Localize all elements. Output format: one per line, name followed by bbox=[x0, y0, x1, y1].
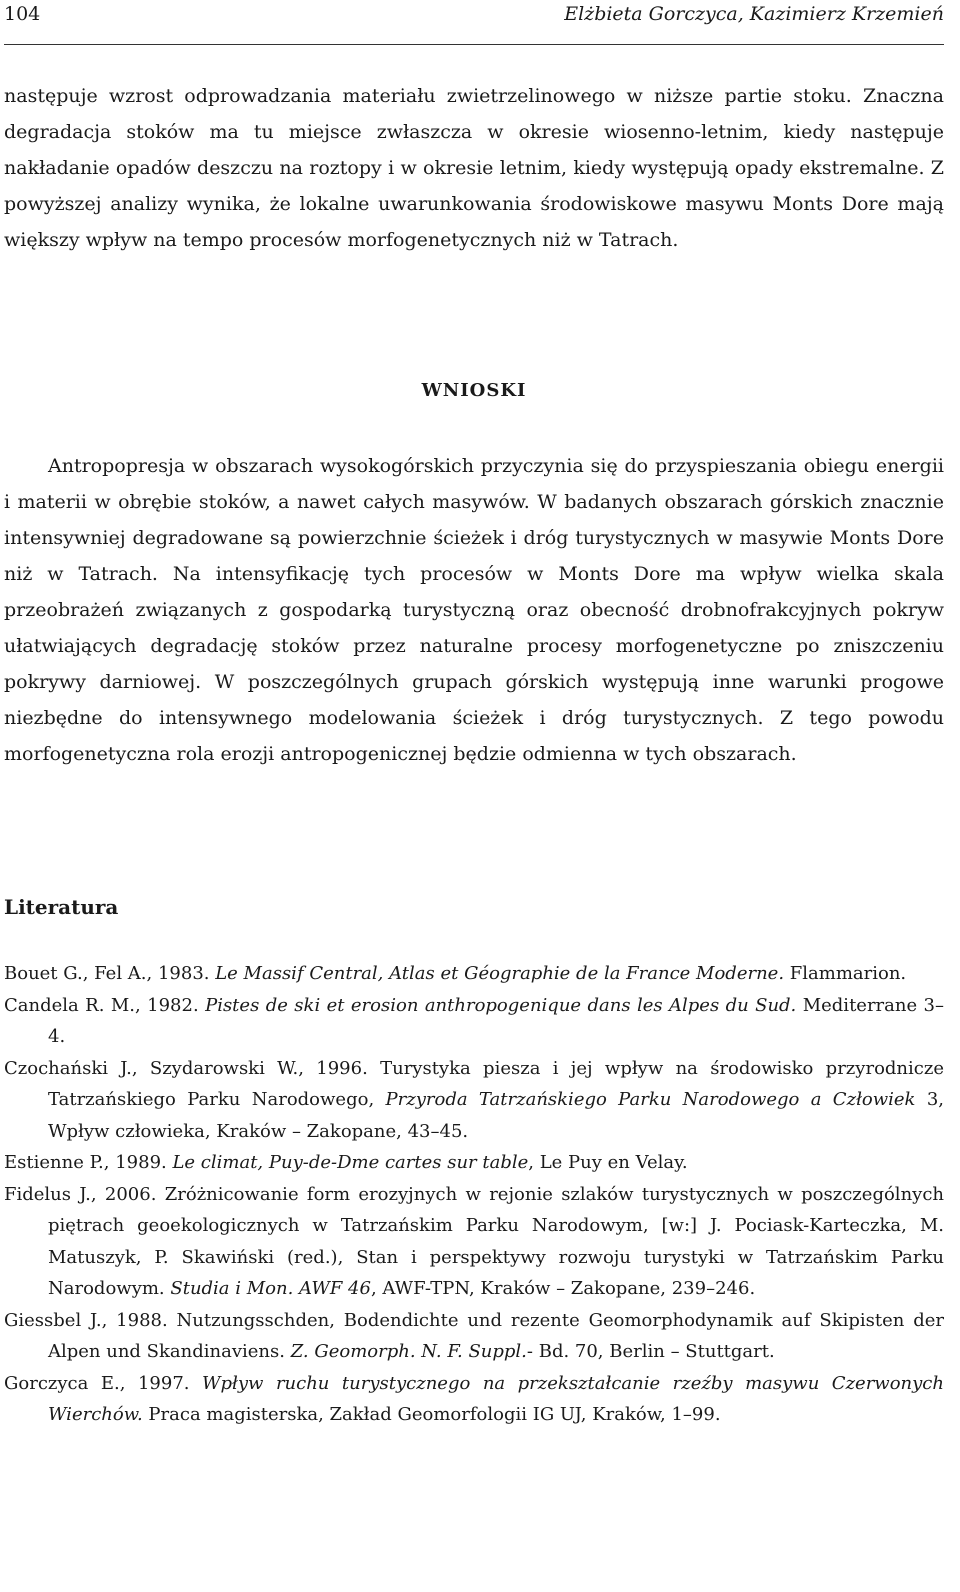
reference-text: Giessbel J., 1988. Nutzungsschden, Bodendichte und rezente Geomorphodynamik auf Skipisten der Alpen und Skandinaviens. bbox=[4, 1309, 944, 1362]
reference-text: , Le Puy en Velay. bbox=[528, 1152, 688, 1173]
conclusions-section bbox=[4, 448, 944, 772]
reference-item bbox=[4, 1147, 944, 1179]
reference-item bbox=[4, 1053, 944, 1148]
intro-paragraph-text: następuje wzrost odprowadzania materiału zwietrzelinowego w niższe partie stoku. Znaczna degradacja stoków ma tu miejsce zwłaszcza w okresie wiosenno-letnim, kiedy następuje nakładanie opadów deszczu na roztopy i w okresie letnim, kiedy występują opady ekstremalne. Z powyższej analizy wynika, że lokalne uwarunkowania środowiskowe masywu Monts Dore mają większy wpływ na tempo procesów morfogenetycznych niż w Tatrach. bbox=[4, 85, 944, 251]
intro-paragraph bbox=[4, 78, 944, 258]
reference-title: Z. Geomorph. N. F. Suppl. bbox=[290, 1341, 527, 1362]
running-header bbox=[4, 0, 944, 45]
reference-item bbox=[4, 1305, 944, 1368]
reference-text: Gorczyca E., 1997. bbox=[4, 1372, 202, 1394]
reference-text: , AWF-TPN, Kraków – Zakopane, 239–246. bbox=[370, 1278, 756, 1299]
reference-text: 3, Wpływ człowieka, Kraków – Zakopane, 43–45. bbox=[48, 1089, 944, 1142]
reference-title: Le Massif Central, Atlas et Géographie de la France Moderne. bbox=[215, 963, 785, 984]
conclusions-paragraph: Antropopresja w obszarach wysokogórskich przyczynia się do przyspieszania obiegu energii i materii w obrębie stoków, a nawet całych masywów. W badanych obszarach górskich znacznie intensywniej degradowane są powierzchnie ścieżek i dróg turystycznych w masywie Monts Dore niż w Tatrach. Na intensyfikację tych procesów w Monts Dore ma wpływ wielka skala przeobrażeń związanych z gospodarką turystyczną oraz obecność drobnofrakcyjnych pokryw ułatwiających degradację stoków przez naturalne procesy morfogenetyczne po zniszczeniu pokrywy darniowej. W poszczególnych grupach górskich występują inne warunki progowe niezbędne do intensywnego modelowania ścieżek i dróg turystycznych. Z tego powodu morfogenetyczna rola erozji antropogenicznej będzie odmienna w tych obszarach. bbox=[4, 455, 944, 765]
reference-text: Estienne P., 1989. bbox=[4, 1152, 173, 1173]
reference-title: Le climat, Puy-de-Dme cartes sur table bbox=[172, 1152, 529, 1173]
literature-heading: Literatura bbox=[4, 895, 119, 919]
reference-text: Candela R. M., 1982. bbox=[4, 994, 206, 1016]
reference-text: Czochański J., Szydarowski W., 1996. Turystyka piesza i jej wpływ na środowisko przyrodnicze Tatrzańskiego Parku Narodowego, bbox=[4, 1057, 944, 1110]
reference-title: Wpływ ruchu turystycznego na przekształcanie rzeźby masywu Czerwonych Wierchów. bbox=[48, 1372, 944, 1425]
reference-text: Flammarion. bbox=[784, 963, 907, 984]
running-header-authors: Elżbieta Gorczyca, Kazimierz Krzemień bbox=[564, 3, 944, 25]
reference-item bbox=[4, 1179, 944, 1305]
section-title-conclusions: WNIOSKI bbox=[421, 380, 527, 401]
page-number: 104 bbox=[4, 3, 41, 25]
reference-text: - Bd. 70, Berlin – Stuttgart. bbox=[526, 1341, 775, 1362]
reference-text: Praca magisterska, Zakład Geomorfologii IG UJ, Kraków, 1–99. bbox=[142, 1404, 721, 1425]
reference-item bbox=[4, 958, 944, 990]
reference-item bbox=[4, 1368, 944, 1431]
reference-text: Bouet G., Fel A., 1983. bbox=[4, 963, 216, 984]
reference-text: Mediterrane 3–4. bbox=[48, 994, 944, 1047]
reference-text: Fidelus J., 2006. Zróżnicowanie form erozyjnych w rejonie szlaków turystycznych w poszczególnych piętrach geoekologicznych w Tatrzańskim Parku Narodowym, [w:] J. Pociask-Karteczka, M. Matuszyk, P. Skawiński (red.), Stan i perspektywy rozwoju turystyki w Tatrzańskim Parku Narodowym. bbox=[4, 1183, 944, 1299]
reference-title: Pistes de ski et erosion anthropogenique dans les Alpes du Sud. bbox=[205, 994, 797, 1016]
reference-title: Studia i Mon. AWF 46 bbox=[170, 1278, 371, 1299]
reference-item bbox=[4, 990, 944, 1053]
reference-list bbox=[4, 958, 944, 1431]
reference-title: Przyroda Tatrzańskiego Parku Narodowego a Człowiek bbox=[385, 1089, 916, 1110]
